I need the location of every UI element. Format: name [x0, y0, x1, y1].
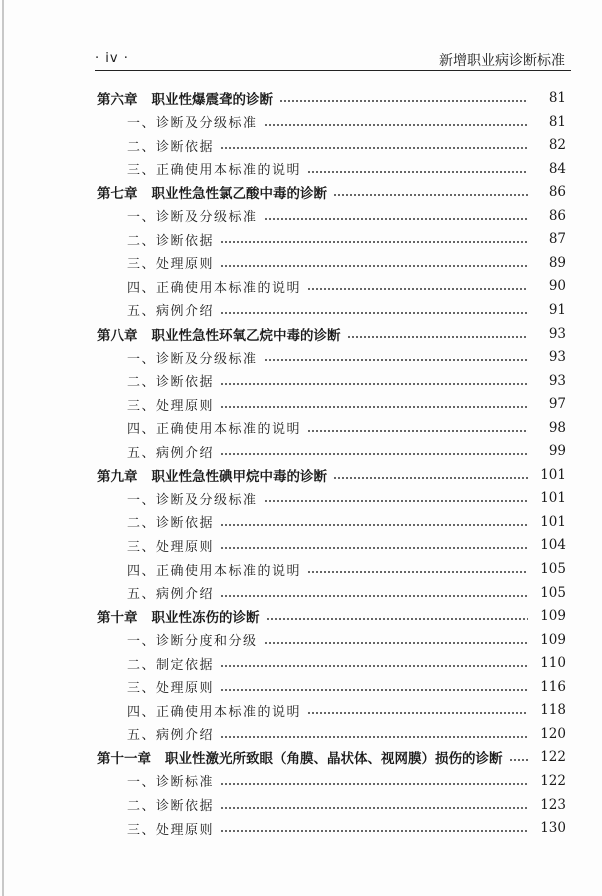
- toc-section-entry[interactable]: [0, 558, 602, 580]
- section-heading: [0, 701, 301, 720]
- dot-leader: [266, 618, 529, 620]
- section-title: 三、处理原则: [127, 398, 215, 414]
- book-title: 新增职业病诊断标准: [439, 53, 565, 69]
- dot-leader: [220, 547, 528, 549]
- toc-chapter-entry[interactable]: [0, 464, 602, 486]
- section-title: 二、制定依据: [127, 657, 215, 673]
- page-reference: 118: [540, 702, 566, 719]
- dot-leader: [347, 336, 529, 338]
- page-reference: 99: [548, 443, 566, 460]
- section-title: 五、病例介绍: [127, 587, 215, 603]
- section-heading: [0, 277, 301, 296]
- section-title: 二、诊断依据: [127, 139, 215, 155]
- section-heading: [0, 253, 214, 272]
- page-reference: 86: [548, 184, 566, 201]
- section-heading: [0, 418, 301, 437]
- page-reference: 101: [540, 513, 566, 530]
- section-heading: [0, 630, 258, 649]
- section-heading: [0, 795, 214, 814]
- section-heading: [0, 300, 214, 319]
- section-title: 三、正确使用本标准的说明: [127, 163, 302, 179]
- section-title: 二、诊断依据: [127, 375, 215, 391]
- section-title: 四、正确使用本标准的说明: [127, 280, 302, 296]
- toc-section-entry[interactable]: [0, 252, 602, 274]
- toc-section-entry[interactable]: [0, 629, 602, 651]
- chapter-number: 第八章: [97, 327, 138, 344]
- page-reference: 116: [540, 678, 566, 695]
- section-title: 一、诊断及分级标准: [127, 351, 258, 367]
- page-reference: 97: [548, 396, 566, 413]
- dot-leader: [220, 595, 528, 597]
- toc-section-entry[interactable]: [0, 817, 602, 839]
- chapter-number: 第九章: [97, 468, 138, 485]
- toc-chapter-entry[interactable]: [0, 323, 602, 345]
- section-heading: [0, 206, 258, 225]
- dot-leader: [220, 383, 528, 385]
- page-reference: 123: [540, 796, 566, 813]
- dot-leader: [220, 783, 528, 785]
- chapter-number: 第六章: [97, 92, 138, 108]
- section-heading: [0, 159, 301, 178]
- page-reference: 130: [540, 820, 566, 837]
- toc-section-entry[interactable]: [0, 652, 602, 674]
- toc-section-entry[interactable]: [0, 299, 602, 321]
- dot-leader: [279, 100, 528, 102]
- dot-leader: [220, 524, 528, 526]
- toc-chapter-entry[interactable]: [0, 87, 602, 109]
- dot-leader: [264, 500, 528, 502]
- dot-leader: [264, 218, 528, 220]
- page-reference: 101: [540, 490, 566, 507]
- chapter-title: 职业性急性氯乙酸中毒的诊断: [151, 186, 327, 203]
- page-reference: 87: [548, 231, 566, 248]
- dot-leader: [264, 359, 528, 361]
- section-title: 四、正确使用本标准的说明: [127, 563, 302, 579]
- section-title: 二、诊断依据: [127, 233, 215, 249]
- toc-section-entry[interactable]: [0, 440, 602, 462]
- chapter-title: 职业性冻伤的诊断: [151, 610, 260, 627]
- toc-chapter-entry[interactable]: [0, 605, 602, 627]
- dot-leader: [220, 807, 528, 809]
- dot-leader: [220, 453, 528, 455]
- chapter-heading: [0, 465, 327, 485]
- page-reference: 104: [540, 537, 566, 554]
- toc-section-entry[interactable]: [0, 699, 602, 721]
- chapter-title: 职业性爆震聋的诊断: [151, 92, 273, 108]
- toc-section-entry[interactable]: [0, 158, 602, 180]
- section-heading: [0, 654, 214, 673]
- page-reference: 101: [540, 466, 566, 483]
- section-title: 一、诊断及分级标准: [127, 210, 258, 226]
- dot-leader: [220, 689, 528, 691]
- section-heading: [0, 771, 214, 790]
- dot-leader: [220, 265, 528, 267]
- toc-section-entry[interactable]: [0, 417, 602, 439]
- section-title: 一、诊断分度和分级: [127, 634, 258, 650]
- page-reference: 109: [540, 631, 566, 648]
- toc-section-entry[interactable]: [0, 770, 602, 792]
- dot-leader: [220, 241, 528, 243]
- toc-section-entry[interactable]: [0, 511, 602, 533]
- section-heading: [0, 136, 214, 155]
- section-heading: [0, 371, 214, 390]
- chapter-number: 第七章: [97, 186, 138, 203]
- page-reference: 105: [540, 561, 566, 577]
- section-heading: [0, 583, 214, 602]
- dot-leader: [333, 477, 528, 479]
- chapter-heading: [0, 324, 341, 344]
- toc-section-entry[interactable]: [0, 723, 602, 745]
- section-heading: [0, 112, 258, 131]
- dot-leader: [220, 665, 528, 667]
- page-reference: 109: [540, 608, 566, 625]
- toc-section-entry[interactable]: [0, 275, 602, 297]
- toc-section-entry[interactable]: [0, 370, 602, 392]
- page-reference: 81: [548, 113, 566, 130]
- dot-leader: [264, 642, 528, 644]
- dot-leader: [307, 712, 528, 714]
- toc-section-entry[interactable]: [0, 111, 602, 133]
- section-title: 二、诊断依据: [127, 799, 215, 814]
- section-title: 五、病例介绍: [127, 304, 215, 320]
- page-number: · iv ·: [95, 51, 129, 66]
- section-heading: [0, 442, 214, 461]
- toc-section-entry[interactable]: [0, 346, 602, 368]
- page-reference: 93: [548, 349, 566, 366]
- chapter-title: 职业性急性环氧乙烷中毒的诊断: [151, 327, 341, 344]
- section-title: 三、处理原则: [127, 681, 215, 697]
- page-reference: 105: [540, 584, 566, 601]
- section-heading: [0, 348, 258, 367]
- toc-chapter-entry[interactable]: [0, 746, 602, 768]
- page-reference: 86: [548, 207, 566, 224]
- page-reference: 120: [540, 725, 566, 742]
- chapter-heading: [0, 606, 260, 626]
- dot-leader: [264, 124, 528, 126]
- section-title: 五、病例介绍: [127, 445, 215, 461]
- section-heading: [0, 230, 214, 249]
- toc-section-entry[interactable]: [0, 134, 602, 156]
- dot-leader: [220, 406, 528, 408]
- chapter-number: 第十一章: [97, 751, 151, 768]
- section-heading: [0, 560, 301, 579]
- section-heading: [0, 395, 214, 414]
- section-heading: [0, 819, 214, 838]
- toc-section-entry[interactable]: [0, 534, 602, 556]
- dot-leader: [220, 736, 528, 738]
- toc-section-entry[interactable]: [0, 228, 602, 250]
- toc-section-entry[interactable]: [0, 205, 602, 227]
- page-reference: 90: [548, 278, 566, 295]
- dot-leader: [307, 171, 528, 173]
- section-title: 四、正确使用本标准的说明: [127, 704, 302, 720]
- page-reference: 110: [540, 655, 566, 672]
- section-title: 三、处理原则: [127, 822, 215, 838]
- running-header: [95, 50, 571, 71]
- toc-section-entry[interactable]: [0, 582, 602, 604]
- page-reference: 84: [548, 160, 566, 177]
- section-heading: [0, 512, 214, 531]
- toc-chapter-entry[interactable]: [0, 181, 602, 203]
- toc-section-entry[interactable]: [0, 487, 602, 509]
- chapter-heading: [0, 747, 503, 767]
- section-heading: [0, 724, 214, 743]
- page-reference: 93: [548, 325, 566, 342]
- page-reference: 82: [548, 137, 566, 154]
- chapter-number: 第十章: [97, 610, 138, 627]
- toc-section-entry[interactable]: [0, 393, 602, 415]
- dot-leader: [220, 147, 528, 149]
- section-title: 一、诊断及分级标准: [127, 116, 258, 132]
- chapter-title: 职业性急性碘甲烷中毒的诊断: [151, 468, 327, 485]
- section-title: 四、正确使用本标准的说明: [127, 422, 302, 438]
- toc-section-entry[interactable]: [0, 794, 602, 816]
- chapter-title: 职业性激光所致眼（角膜、晶状体、视网膜）损伤的诊断: [165, 751, 503, 768]
- section-title: 二、诊断依据: [127, 516, 215, 532]
- page-reference: 81: [548, 90, 566, 106]
- page-reference: 122: [540, 772, 566, 789]
- dot-leader: [509, 759, 529, 761]
- section-title: 三、处理原则: [127, 257, 215, 273]
- dot-leader: [307, 430, 528, 432]
- section-title: 五、病例介绍: [127, 728, 215, 744]
- page-reference: 89: [548, 254, 566, 271]
- page-reference: 122: [540, 749, 566, 766]
- toc-section-entry[interactable]: [0, 676, 602, 698]
- section-heading: [0, 677, 214, 696]
- section-heading: [0, 489, 258, 508]
- section-title: 一、诊断及分级标准: [127, 492, 258, 508]
- dot-leader: [220, 830, 528, 832]
- page-reference: 91: [548, 301, 566, 318]
- section-title: 三、处理原则: [127, 539, 215, 555]
- chapter-heading: [0, 182, 327, 202]
- section-title: 一、诊断标准: [127, 775, 215, 791]
- page-reference: 93: [548, 372, 566, 389]
- dot-leader: [307, 571, 528, 573]
- page-reference: 98: [548, 419, 566, 436]
- dot-leader: [220, 312, 528, 314]
- dot-leader: [333, 194, 528, 196]
- dot-leader: [307, 288, 528, 290]
- section-heading: [0, 536, 214, 555]
- chapter-heading: [0, 88, 273, 108]
